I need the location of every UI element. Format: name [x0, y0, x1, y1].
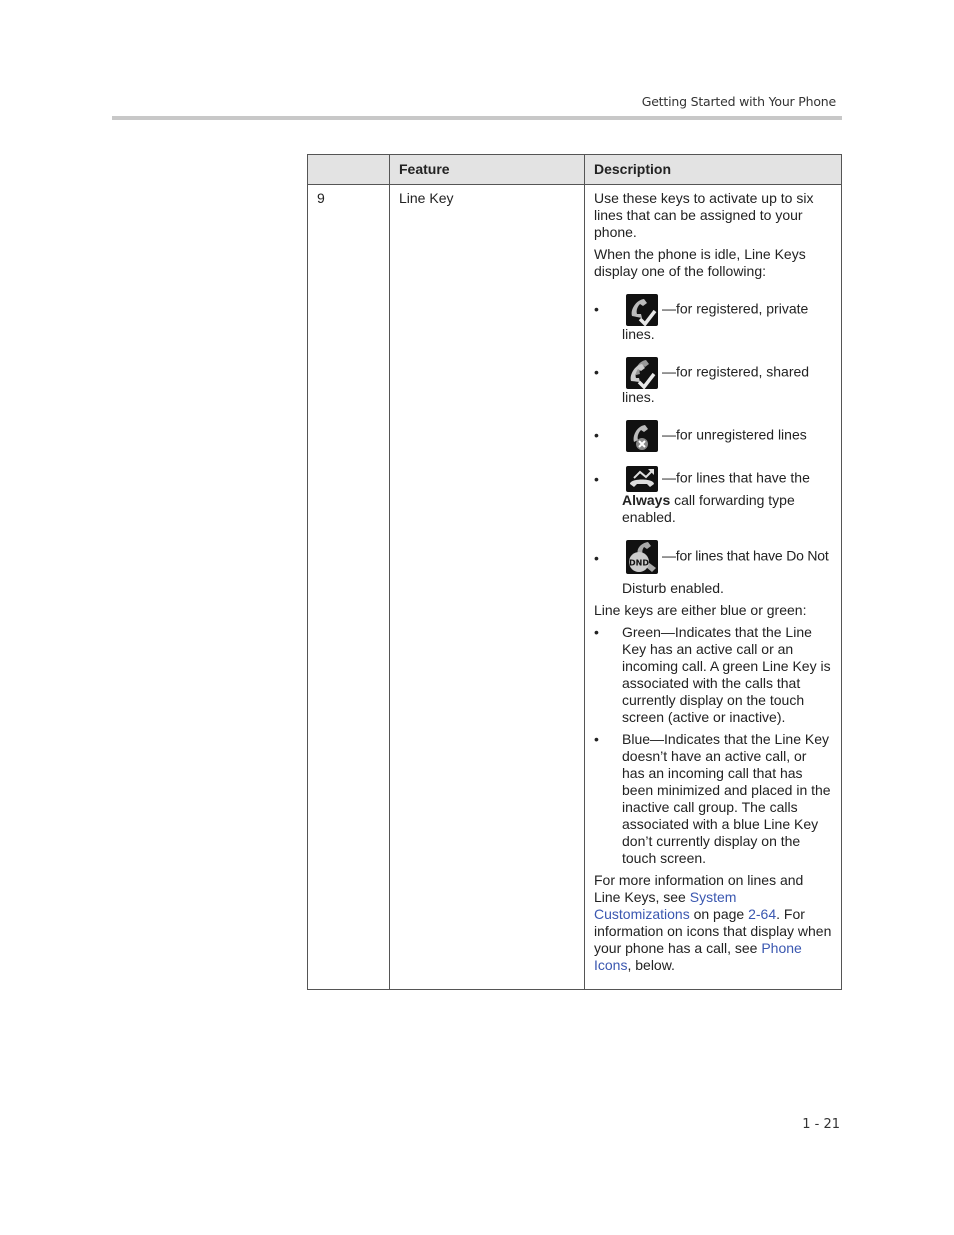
column-header-number: [308, 155, 390, 185]
table-row: [308, 185, 842, 990]
idle-paragraph: When the phone is idle, Line Keys display one of the following:: [594, 246, 806, 279]
feature-name: Line Key: [399, 190, 454, 206]
more-info-text: For more information on lines and Line Keys, see: [594, 872, 804, 905]
icon-item-text: —for lines that have Do Not: [662, 547, 829, 564]
row-number-cell: [308, 185, 390, 990]
bullet: •: [594, 550, 599, 566]
page-2-64-link[interactable]: 2-64: [748, 906, 777, 922]
icon-item-text: —for lines that have the: [662, 469, 810, 486]
more-info-paragraph: [594, 872, 832, 974]
more-info-text: on page: [689, 906, 749, 922]
phone-icons-link[interactable]: Phone Icons: [594, 940, 802, 973]
list-item: [594, 357, 832, 406]
dnd-icon-label: DND: [629, 558, 649, 568]
green-description: Green—Indicates that the Line Key has an active call or an incoming call. A green Line Key is associated with the calls that currently display on the touch screen (active or inactive).: [622, 624, 831, 725]
icon-item-text: —for registered, shared: [662, 363, 810, 380]
call-forwarding-icon: [626, 466, 658, 492]
list-item: [594, 731, 832, 867]
column-header-feature: Feature: [390, 155, 585, 185]
icon-item-text: —for unregistered lines: [662, 426, 807, 443]
feature-cell: [390, 185, 585, 990]
bullet: •: [594, 427, 599, 443]
bullet: •: [594, 624, 599, 640]
more-info-text: . For information on icons that display when your phone has a call, see: [594, 906, 832, 956]
icon-list: [594, 294, 832, 597]
continuation-text: call forwarding type enabled.: [622, 492, 795, 525]
list-item: [594, 540, 832, 597]
bullet: •: [594, 301, 599, 317]
bullet: •: [594, 471, 599, 487]
do-not-disturb-icon: [626, 540, 658, 574]
icon-item-continuation: [622, 492, 832, 526]
registered-shared-line-icon: [626, 357, 658, 389]
blue-description: Blue—Indicates that the Line Key doesn’t have an active call, or has an incoming call that has been minimized and placed in the inactive call group. The calls associated with a blue Line Key don’t currently display on the touch screen.: [622, 731, 831, 866]
registered-private-line-icon: [626, 294, 658, 326]
color-list: [594, 624, 832, 867]
more-info-text: , below.: [627, 957, 675, 973]
header-rule: [112, 116, 842, 120]
list-item: [594, 466, 832, 526]
page-number: 1 - 21: [802, 1117, 840, 1132]
icon-item-text: —for registered, private: [662, 300, 809, 317]
unregistered-line-icon: [626, 420, 658, 452]
icon-item-continuation: Disturb enabled.: [622, 580, 724, 596]
icon-item-continuation: lines.: [622, 326, 655, 342]
bullet: •: [594, 364, 599, 380]
list-item: [594, 624, 832, 726]
description-cell: [585, 185, 842, 990]
column-header-description: Description: [585, 155, 842, 185]
running-header: Getting Started with Your Phone: [641, 94, 836, 109]
row-number: 9: [317, 190, 325, 206]
intro-paragraph: Use these keys to activate up to six lines that can be assigned to your phone.: [594, 190, 814, 240]
list-item: [594, 420, 832, 452]
feature-table: [307, 154, 842, 990]
icon-item-continuation: lines.: [622, 389, 655, 405]
colors-intro: Line keys are either blue or green:: [594, 602, 807, 618]
system-customizations-link[interactable]: System Customizations: [594, 889, 737, 922]
bullet: •: [594, 731, 599, 747]
table-header-row: [308, 155, 842, 185]
always-bold: Always: [622, 492, 671, 508]
list-item: [594, 294, 832, 343]
